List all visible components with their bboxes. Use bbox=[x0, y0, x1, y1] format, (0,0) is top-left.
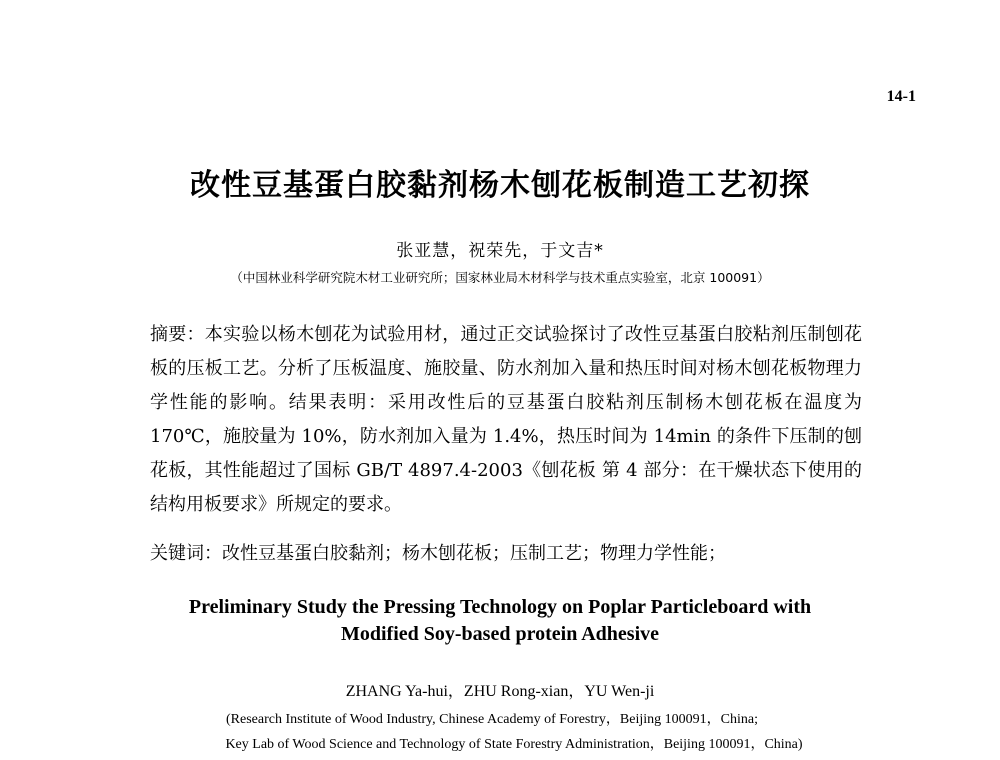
abstract-label: 摘要： bbox=[150, 324, 205, 345]
english-authors: ZHANG Ya-hui，ZHU Rong-xian，YU Wen-ji bbox=[345, 683, 655, 700]
english-title-line-1: Preliminary Study the Pressing Technology on Poplar Particleboard with bbox=[188, 596, 812, 618]
abstract-paragraph bbox=[150, 318, 862, 522]
keywords-text: 改性豆基蛋白胶黏剂；杨木刨花板；压制工艺；物理力学性能； bbox=[222, 543, 726, 564]
abstract-text: 本实验以杨木刨花为试验用材，通过正交试验探讨了改性豆基蛋白胶粘剂压制刨花板的压板工艺。分析了压板温度、施胶量、防水剂加入量和热压时间对杨木刨花板物理力学性能的影响。结果表明：采用改性后的豆基蛋白胶粘剂压制杨木刨花板在温度为 170℃，施胶量为 10%，防水剂加入量为 1.4%，热压时间为 14min 的条件下压制的刨花板，其性能超过了国标 GB/T 4897.4-2003《刨花板 第 4 部分：在干燥状态下使用的结构用板要求》所规定的要求。 bbox=[150, 324, 863, 515]
abstract bbox=[150, 318, 862, 522]
english-affiliation-line-2: Key Lab of Wood Science and Technology of State Forestry Administration，Beijing 100091，China) bbox=[225, 737, 803, 752]
keywords-label: 关键词： bbox=[150, 543, 222, 564]
english-title-line-2: Modified Soy-based protein Adhesive bbox=[341, 623, 659, 645]
english-title bbox=[0, 594, 1000, 648]
english-affiliation-line-1: (Research Institute of Wood Industry, Chinese Academy of Forestry，Beijing 100091，China; bbox=[226, 712, 758, 727]
page-number: 14-1 bbox=[886, 88, 916, 105]
chinese-authors: 张亚慧，祝荣先，于文吉* bbox=[396, 241, 604, 261]
chinese-affiliation: （中国林业科学研究院木材工业研究所；国家林业局木材科学与技术重点实验室，北京 100091） bbox=[230, 270, 770, 285]
chinese-title: 改性豆基蛋白胶黏剂杨木刨花板制造工艺初探 bbox=[190, 168, 810, 203]
keywords bbox=[150, 537, 862, 571]
